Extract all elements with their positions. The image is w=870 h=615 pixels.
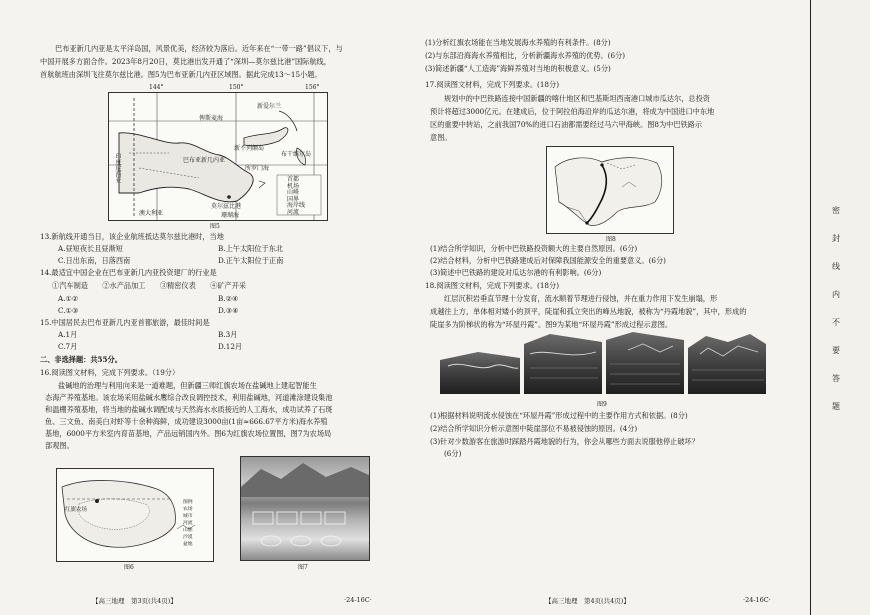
legend-airport: 机场	[287, 182, 300, 190]
q14-option-b: B.②④	[218, 294, 239, 303]
map-sea-bismarck: 俾斯麦海	[199, 115, 224, 122]
q16-text-4: 鱼、三文鱼、南美白对虾等十余种海鲜，成功建设3000亩(1亩≈666.67平方米)海水养殖	[45, 417, 328, 426]
q15-stem: 15.中国居民去巴布亚新几内亚首都旅游，最佳时间是	[40, 318, 210, 327]
section-2-heading: 二、非选择题：共55分。	[40, 355, 122, 364]
intro-line-3: 首航航班由深圳飞往莫尔兹比港。图5为巴布亚新几内亚区域图。据此完成13～15小题。	[40, 70, 322, 79]
q14-stem: 14.最适宜中国企业在巴布亚新几内亚投资建厂的行业是	[40, 268, 217, 277]
fig6-caption: 图6	[124, 564, 134, 571]
q16-stem: 16.阅读图文材料，完成下列要求。（19分）	[40, 368, 180, 377]
fig6-legend-desert: 沙漠	[183, 535, 193, 540]
q17-text-4: 意图。	[430, 133, 452, 142]
q15-option-d: D.12月	[218, 342, 243, 351]
map-png: 巴布亚新几内亚	[183, 157, 226, 164]
q14-choices: ①汽车制造 ②水产品加工 ③精密仪表 ④矿产开采	[52, 281, 247, 290]
seal-char-1: 密	[832, 206, 840, 215]
figure-8-map	[546, 146, 674, 234]
q17-text-1: 规划中的中巴铁路连接中国新疆的喀什地区和巴基斯坦西南港口城市瓜达尔，总投资	[444, 94, 710, 103]
q16-text-1: 盐碱地的治理与利用向来是一道难题，但新疆三师红旗农场在盐碱地上建起智能生	[58, 381, 317, 390]
q18-sub-2: (2)结合所学知识分析示意图中陡崖部位不易被侵蚀的原因。(4分)	[430, 424, 638, 433]
q13-option-c: C.日出东南，日落西南	[58, 256, 131, 265]
q18-text-2: 成越往上方，单体相对矮小的顶平，陡崖和孤立突出的峰丛地貌，被称为“丹霞地貌”，其中，形成的	[430, 307, 747, 316]
q13-option-b: B.上午太阳位于东北	[218, 244, 284, 253]
seal-char-8: 题	[832, 402, 840, 411]
map-australia: 澳大利亚	[139, 210, 164, 217]
q18-stem: 18.阅读图文材料，完成下列要求。(18分)	[425, 281, 559, 290]
photo-7-svg	[241, 457, 369, 560]
q17-text-3: 区的重要中转站，之前我国70%的进口石油都需要经过马六甲海峡。图8为中巴铁路示	[430, 120, 703, 129]
fig6-legend	[183, 499, 193, 548]
q14-option-d: D.③④	[218, 306, 239, 315]
seal-char-2: 封	[832, 234, 840, 243]
legend-capital: 首都	[287, 176, 300, 183]
q18-sub-1: (1)根据材料说明流水侵蚀在“环屋丹霞”形成过程中的主要作用方式和依据。(8分)	[430, 411, 688, 420]
q13-stem: 13.新航线开通当日，该企业航班抵达莫尔兹比港时，当地	[40, 232, 224, 241]
q16-text-6: 部观图。	[45, 441, 74, 450]
fig5-caption: 图5	[210, 223, 220, 230]
fig9-caption: 图9	[597, 401, 607, 408]
fig6-legend-mountain: 山脉	[183, 528, 193, 533]
seal-char-4: 内	[832, 290, 840, 299]
q17-stem: 17.阅读图文材料，完成下列要求。(18分)	[425, 80, 559, 89]
fig9-panel-1	[440, 352, 520, 394]
fig7-caption: 图7	[298, 564, 308, 571]
map-indonesia: 印度尼西亚	[114, 153, 121, 183]
q18-sub-3: (3)针对少数游客在旅游时踩踏丹霞地貌的行为，你会从哪些方面去说服他停止破坏？	[430, 437, 699, 446]
q15-option-c: C.7月	[58, 342, 78, 351]
map-lon-156: 156°	[305, 84, 320, 91]
map-coral-sea: 珊瑚海	[221, 212, 240, 219]
map-port-moresby: 莫尔兹比港	[211, 203, 242, 210]
figure-9-diagram	[438, 330, 768, 396]
legend-coast: 海岸线	[287, 202, 306, 209]
q16-text-2: 态海产养殖基地。该农场采用盐碱水鹰综合改良调控技术，利用盐碱地，河道滩涂建设集池	[45, 393, 333, 402]
q17-text-2: 预计将超过3000亿元。在建成后，位于阿拉伯海沿岸的瓜达尔港，将成为中国进口中东地	[430, 107, 715, 116]
map-sea-solomon: 所罗门海	[245, 165, 270, 172]
q13-option-d: D.正午太阳位于正南	[218, 256, 284, 265]
fig9-panel-4	[688, 334, 766, 394]
seal-margin	[810, 0, 870, 615]
footer-right-page: 【高三地理 第4页(共4页)】	[545, 597, 630, 605]
map-8-svg	[547, 147, 673, 233]
q17-sub-1: (1)结合所学知识，分析中巴铁路投资额大的主要自然原因。(6分)	[430, 244, 638, 253]
map-lon-150: 150°	[229, 84, 244, 91]
q15-option-b: B.3月	[218, 330, 238, 339]
q14-option-c: C.①③	[58, 306, 79, 315]
intro-line-1: 巴布亚新几内亚是太平洋岛国，风景优美，经济较为落后。近年来在“一带一路”倡议下，与	[55, 44, 343, 53]
seal-char-6: 要	[832, 346, 840, 355]
footer-left-code: ·24-16C·	[344, 596, 372, 604]
fig6-legend-farm: 农场	[183, 507, 193, 512]
q18-text-3: 陡崖多为阶梯状的称为“环屋丹霞”。图9为某地“环屋丹霞”形成过程示意图。	[430, 320, 673, 329]
figure-5-map	[108, 84, 328, 221]
q17-sub-3: (3)简述中巴铁路的建设对瓜达尔港的有利影响。(6分)	[430, 268, 602, 277]
q16-sub-2: (2)与东部沿海海水养殖相比，分析新疆海水养殖的优势。(6分)	[425, 51, 626, 60]
fig9-svg	[438, 330, 768, 396]
map-bougainville: 布干维尔岛	[281, 151, 312, 158]
legend-river: 河流	[287, 208, 300, 216]
fig9-panel-2	[524, 334, 602, 394]
seal-char-7: 答	[832, 374, 840, 383]
map-lon-144: 144°	[149, 84, 164, 91]
fig6-legend-river: 河流	[183, 521, 193, 526]
legend-border: 国界	[287, 195, 300, 203]
fig6-legend-basin: 盆地	[183, 542, 193, 547]
figure-6-map	[56, 468, 214, 562]
q15-option-a: A.1月	[58, 330, 78, 339]
q13-option-a: A.昼短夜长且昼渐短	[58, 244, 123, 253]
seal-char-5: 不	[832, 318, 840, 327]
intro-line-2: 中国开展多方面合作。2023年8月20日，莫比港出发开通了“深圳—莫尔兹比港”国际航线，	[40, 57, 331, 66]
q16-text-5: 基地，6000平方米室内育苗基地，产品远销国内外。图6为红旗农场位置图，图7为农场局	[45, 429, 332, 438]
footer-left-page: 【高三地理 第3页(共4页)】	[92, 597, 177, 605]
q16-sub-3: (3)简述新疆“人工造海”海鲜养殖对当地的积极意义。(5分)	[425, 64, 611, 73]
q14-option-a: A.①②	[58, 294, 79, 303]
legend-peak: 山峰	[287, 189, 300, 196]
q17-sub-2: (2)结合材料，分析中巴铁路建成后对保障我国能源安全的重要意义。(6分)	[430, 256, 666, 265]
map-new-ireland: 新爱尔兰	[257, 103, 282, 110]
seal-char-3: 线	[832, 262, 840, 271]
q18-text-1: 红层沉积岩垂直节理十分发育，流水顺着节理进行侵蚀，并在重力作用下发生崩塌，形	[444, 294, 718, 303]
fig6-legend-city: 城市	[183, 514, 193, 519]
map-legend	[287, 177, 305, 216]
fig9-panel-3	[606, 332, 684, 394]
figure-7-photo	[240, 456, 370, 561]
q16-text-3: 和温棚养殖基地，将当地的盐碱水调配成与天然海水水质接近的人工海水，成功试养了石斑	[45, 405, 333, 414]
q16-sub-1: (1)分析红旗农场能在当地发展海水养殖的有利条件。(8分)	[425, 38, 611, 47]
fig6-farm-label: 红旗农场	[65, 507, 88, 513]
q18-sub-3-score: (6分)	[444, 449, 462, 458]
fig6-legend-title: 图例	[183, 500, 193, 505]
fig8-caption: 图8	[606, 236, 616, 243]
footer-right-code: ·24-16C·	[743, 596, 771, 604]
map-new-britain: 新不列颠岛	[234, 145, 265, 152]
